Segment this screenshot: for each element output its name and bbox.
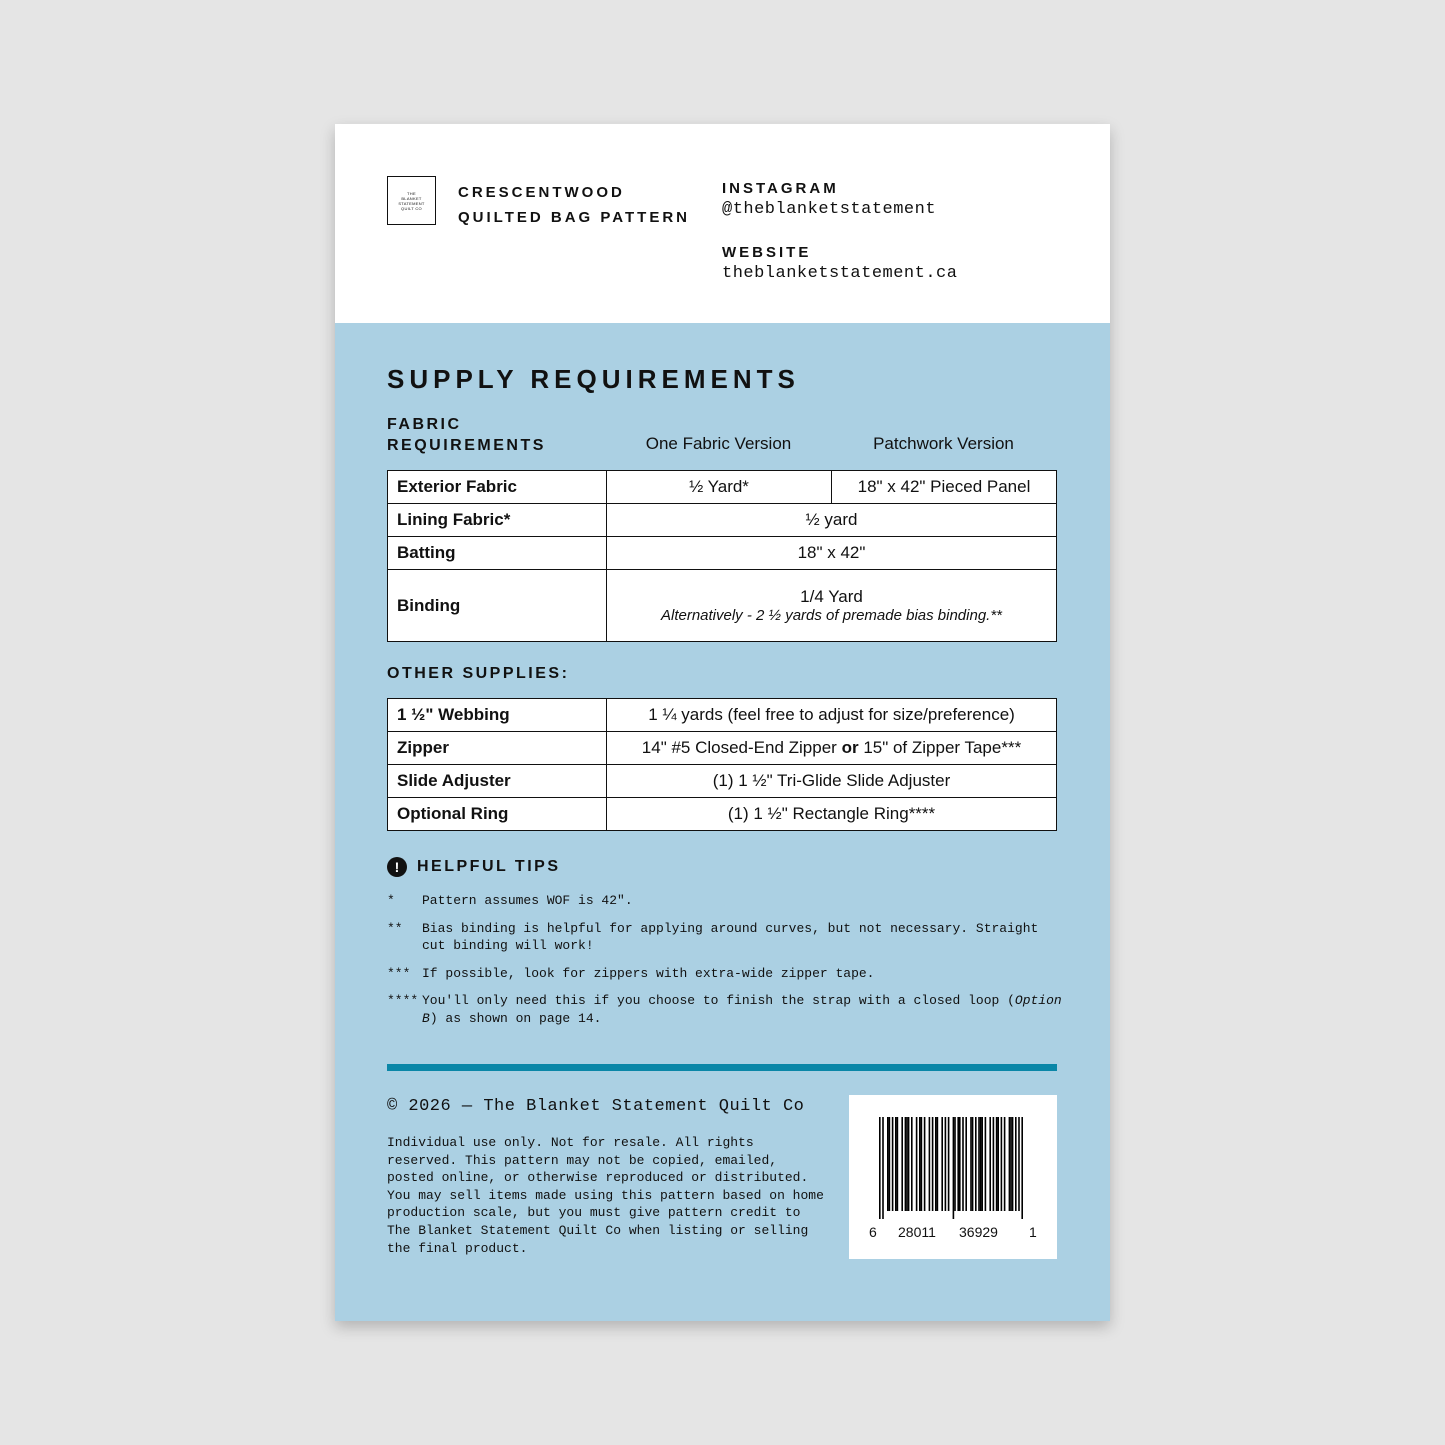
fabric-requirements-table — [387, 470, 1057, 642]
legal-notice: Individual use only. Not for resale. All rights reserved. This pattern may not be copied, emailed, posted online, or otherwise reproduced or distributed. You may sell items made using this pattern based on home production scale, but you must give pattern credit to The Blanket Statement Quilt Co when listing or selling the final product. — [387, 1135, 824, 1256]
row-value: 14" #5 Closed-End Zipper or 15" of Zipper Tape*** — [607, 732, 1057, 765]
row-label: Exterior Fabric — [388, 471, 607, 504]
exclamation-icon: ! — [387, 857, 407, 877]
column-one-fabric: One Fabric Version — [645, 434, 792, 453]
list-item: *** If possible, look for zippers with extra-wide zipper tape. — [387, 965, 875, 981]
supply-requirements-title: SUPPLY REQUIREMENTS — [387, 364, 800, 394]
pattern-title — [458, 180, 690, 230]
row-label: Slide Adjuster — [388, 765, 607, 798]
row-value: 1 ¼ yards (feel free to adjust for size/preference) — [607, 699, 1057, 732]
barcode — [849, 1095, 1057, 1259]
barcode-digit-group: 36929 — [959, 1224, 998, 1240]
table-row — [388, 504, 1057, 537]
helpful-tips-list — [387, 892, 1067, 1037]
contact-info — [722, 179, 957, 285]
instagram-handle[interactable]: @theblanketstatement — [722, 200, 937, 219]
table-row — [388, 570, 1057, 642]
row-label: Optional Ring — [388, 798, 607, 831]
table-row — [388, 798, 1057, 831]
binding-amount: 1/4 Yard — [800, 586, 863, 606]
row-value: 18" x 42" Pieced Panel — [832, 471, 1057, 504]
card-header — [335, 124, 1110, 323]
table-row — [388, 471, 1057, 504]
barcode-digit-group: 6 — [869, 1224, 877, 1240]
row-label: 1 ½" Webbing — [388, 699, 607, 732]
website-label: WEBSITE — [722, 244, 812, 261]
table-row — [388, 699, 1057, 732]
list-item: ** Bias binding is helpful for applying around curves, but not necessary. Straight cut binding will work! — [387, 920, 1039, 953]
table-row — [388, 537, 1057, 570]
row-label: Zipper — [388, 732, 607, 765]
binding-note: Alternatively - 2 ½ yards of premade bias binding.** — [660, 606, 1002, 624]
table-row — [388, 765, 1057, 798]
column-patchwork: Patchwork Version — [873, 434, 1014, 453]
divider — [387, 1064, 1057, 1071]
instagram-label: INSTAGRAM — [722, 180, 839, 197]
barcode-icon — [869, 1117, 1037, 1219]
copyright-line: © 2026 — The Blanket Statement Quilt Co — [387, 1097, 805, 1116]
table-row — [388, 732, 1057, 765]
pattern-title-line1: CRESCENTWOOD — [458, 184, 625, 201]
fabric-requirements-header — [387, 414, 1056, 454]
row-value: ½ Yard* — [607, 471, 832, 504]
pattern-card — [335, 124, 1110, 1321]
fabric-requirements-label: FABRIC REQUIREMENTS — [387, 416, 546, 454]
row-value: ½ yard — [607, 504, 1057, 537]
website-link[interactable]: theblanketstatement.ca — [722, 264, 958, 283]
row-value — [607, 570, 1057, 642]
pattern-title-line2: QUILTED BAG PATTERN — [458, 209, 690, 226]
list-item: **** You'll only need this if you choose to finish the strap with a closed loop (Option B) as shown on page 14. — [387, 993, 1062, 1026]
barcode-digit-group: 28011 — [898, 1224, 936, 1240]
other-supplies-title: OTHER SUPPLIES: — [387, 665, 570, 682]
row-label: Binding — [388, 570, 607, 642]
other-supplies-table — [387, 698, 1057, 831]
brand-logo: THE BLANKET STATEMENT QUILT CO — [387, 176, 436, 225]
row-label: Batting — [388, 537, 607, 570]
row-value: (1) 1 ½" Tri-Glide Slide Adjuster — [607, 765, 1057, 798]
helpful-tips-title: HELPFUL TIPS — [417, 858, 561, 875]
helpful-tips-heading — [387, 857, 561, 877]
row-value: (1) 1 ½" Rectangle Ring**** — [607, 798, 1057, 831]
row-label: Lining Fabric* — [388, 504, 607, 537]
list-item: * Pattern assumes WOF is 42". — [387, 893, 633, 908]
barcode-digit-group: 1 — [1029, 1224, 1037, 1240]
row-value: 18" x 42" — [607, 537, 1057, 570]
